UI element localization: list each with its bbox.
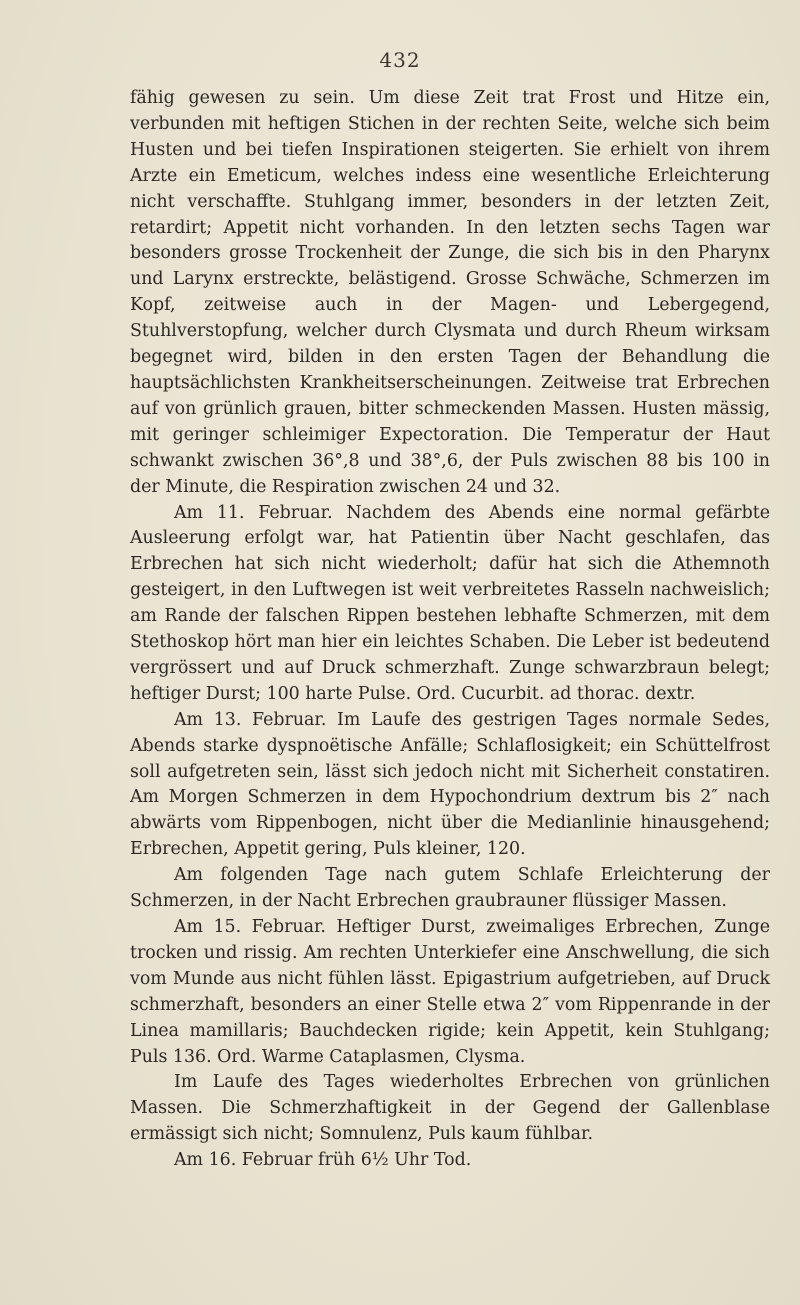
paragraph-case-history: fähig gewesen zu sein. Um diese Zeit trat Frost und Hitze ein, verbunden mit heftigen Stichen in der rechten Seite, welche sich beim Husten und bei tiefen Inspirationen steigerten. Sie erhielt von ihrem Arzte ein Emeticum, welches indess eine wesentliche Erleichterung nicht verschaffte. Stuhlgang immer, besonders in der letzten Zeit, retardirt; Appetit nicht vorhanden. In den letzten sechs Tagen war besonders grosse Trockenheit der Zunge, die sich bis in den Pharynx und Larynx erstreckte, belästigend. Grosse Schwäche, Schmerzen im Kopf, zeitweise auch in der Magen- und Lebergegend, Stuhlverstopfung, welcher durch Clysmata und durch Rheum wirksam begegnet wird, bilden in den ersten Tagen der Behandlung die hauptsächlichsten Krankheitserscheinungen. Zeitweise trat Erbrechen auf von grünlich grauen, bitter schmeckenden Massen. Husten mässig, mit geringer schleimiger Expectoration. Die Temperatur der Haut schwankt zwischen 36°,8 und 38°,6, der Puls zwischen 88 bis 100 in der Minute, die Respiration zwischen 24 und 32. — [130, 88, 770, 497]
paragraph-feb-16-death: Am 16. Februar früh 6½ Uhr Tod. — [174, 1150, 472, 1171]
paragraph-feb-15: Am 15. Februar. Heftiger Durst, zweimaliges Erbrechen, Zunge trocken und rissig. Am rechten Unterkiefer eine Anschwellung, die sich vom Munde aus nicht fühlen lässt. Epigastrium aufgetrieben, auf Druck schmerzhaft, besonders an einer Stelle etwa 2″ vom Rippenrande in der Linea mamillaris; Bauchdecken rigide; kein Appetit, kein Stuhlgang; Puls 136. Ord. Warme Cataplasmen, Clysma. — [130, 917, 770, 1067]
body-text — [130, 86, 770, 1174]
page-number: 432 — [379, 48, 421, 72]
paragraph-course-of-day: Im Laufe des Tages wiederholtes Erbrechen von grünlichen Massen. Die Schmerzhaftigkeit in der Gegend der Gallenblase ermässigt sich nicht; Somnulenz, Puls kaum fühlbar. — [130, 1072, 770, 1145]
paragraph-following-day: Am folgenden Tage nach gutem Schlafe Erleichterung der Schmerzen, in der Nacht Erbrechen graubrauner flüssiger Massen. — [130, 865, 770, 912]
paragraph-feb-11: Am 11. Februar. Nachdem des Abends eine normal gefärbte Ausleerung erfolgt war, hat Patientin über Nacht geschlafen, das Erbrechen hat sich nicht wiederholt; dafür hat sich die Athemnoth gesteigert, in den Luftwegen ist weit verbreitetes Rasseln nachweislich; am Rande der falschen Rippen bestehen lebhafte Schmerzen, mit dem Stethoskop hört man hier ein leichtes Schaben. Die Leber ist bedeutend vergrössert und auf Druck schmerzhaft. Zunge schwarzbraun belegt; heftiger Durst; 100 harte Pulse. Ord. Cucurbit. ad thorac. dextr. — [130, 502, 770, 704]
paragraph-feb-13: Am 13. Februar. Im Laufe des gestrigen Tages normale Sedes, Abends starke dyspnoëtische Anfälle; Schlaflosigkeit; ein Schüttelfrost soll aufgetreten sein, lässt sich jedoch nicht mit Sicherheit constatiren. Am Morgen Schmerzen in dem Hypochondrium dextrum bis 2″ nach abwärts vom Rippenbogen, nicht über die Medianlinie hinausgehend; Erbrechen, Appetit gering, Puls kleiner, 120. — [130, 709, 770, 860]
